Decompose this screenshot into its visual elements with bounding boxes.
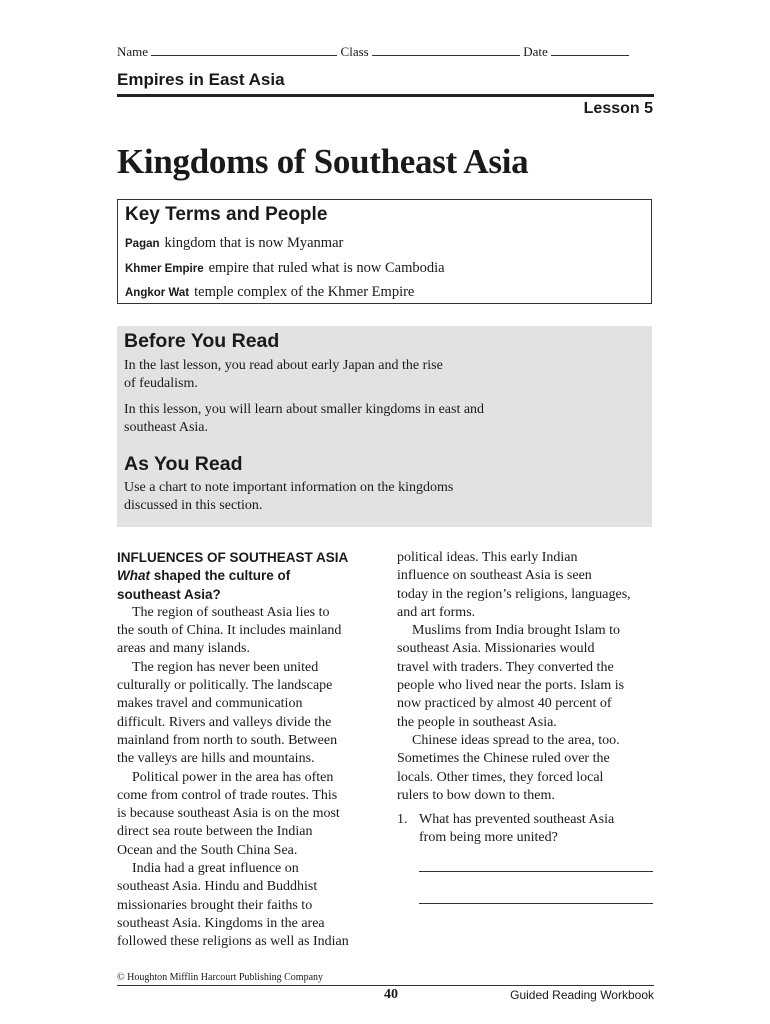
text-line: discussed in this section. — [124, 498, 263, 513]
text-line: Use a chart to note important information on the kingdoms — [124, 480, 454, 495]
text-line: political ideas. This early Indian — [397, 550, 578, 565]
before-you-read-text — [124, 357, 645, 393]
text-line: today in the region’s religions, languages, — [397, 586, 631, 602]
key-terms-box — [117, 199, 652, 304]
text-line: and art forms. — [397, 604, 476, 620]
chapter-title: Empires in East Asia — [117, 70, 285, 89]
section-title: INFLUENCES OF SOUTHEAST ASIA — [117, 550, 349, 565]
text-line: What has prevented southeast Asia — [419, 812, 615, 828]
text-line: the south of China. It includes mainland — [117, 623, 342, 639]
text-line: now practiced by almost 40 percent of — [397, 696, 612, 712]
text-line: Sometimes the Chinese ruled over the — [397, 751, 610, 767]
text-line: the people in southeast Asia. — [397, 714, 557, 730]
question-number: 1. — [397, 812, 408, 828]
question-text — [419, 811, 614, 848]
text-line: influence on southeast Asia is seen — [397, 568, 592, 584]
reading-guide-box — [117, 326, 652, 527]
text-line: come from control of trade routes. This — [117, 787, 338, 803]
text-line: southeast Asia. Hindu and Buddhist — [117, 879, 318, 895]
header-divider — [117, 94, 654, 97]
answer-line[interactable] — [419, 902, 653, 904]
body-paragraph — [397, 549, 655, 622]
text-line: In the last lesson, you read about early Japan and the rise — [124, 358, 443, 373]
key-term-definition: kingdom that is now Myanmar — [164, 235, 344, 251]
name-label: Name — [117, 44, 149, 59]
text-line: travel with traders. They converted the — [397, 659, 614, 675]
page-number: 40 — [384, 987, 398, 1002]
text-line: missionaries brought their faiths to — [117, 897, 313, 913]
text-line: In this lesson, you will learn about smaller kingdoms in east and — [124, 402, 485, 417]
text-line: from being more united? — [419, 830, 558, 846]
text-line: southeast Asia. Kingdoms in the area — [117, 915, 325, 931]
key-term: Angkor Wat — [125, 287, 190, 299]
page-title: Kingdoms of Southeast Asia — [117, 142, 529, 181]
left-column — [117, 549, 375, 952]
section-question-cont: southeast Asia? — [117, 586, 221, 602]
text-line: followed these religions as well as Indian — [117, 934, 349, 950]
text-line: rulers to bow down to them. — [397, 787, 555, 803]
text-line: The region has never been united — [132, 659, 319, 675]
text-line: southeast Asia. — [124, 420, 208, 435]
key-term-row — [125, 232, 644, 257]
text-line: India had a great influence on — [132, 861, 299, 877]
key-term-definition: temple complex of the Khmer Empire — [194, 284, 415, 300]
text-line: people who lived near the ports. Islam is — [397, 678, 625, 694]
text-line: The region of southeast Asia lies to — [132, 604, 330, 620]
as-you-read-heading: As You Read — [124, 453, 243, 475]
key-term: Khmer Empire — [125, 262, 204, 275]
text-line: direct sea route between the Indian — [117, 824, 313, 840]
text-line: southeast Asia. Missionaries would — [397, 641, 595, 657]
question-emphasis: What — [117, 568, 150, 584]
review-question — [397, 811, 655, 848]
text-line: is because southeast Asia is on the most — [117, 806, 340, 822]
body-paragraph — [397, 732, 655, 805]
date-field[interactable] — [551, 44, 629, 56]
text-line: Political power in the area has often — [132, 769, 334, 785]
body-paragraph — [117, 860, 375, 951]
text-line: Chinese ideas spread to the area, too. — [412, 732, 620, 748]
key-terms-heading: Key Terms and People — [125, 204, 328, 225]
text-line: makes travel and communication — [117, 696, 303, 712]
right-column — [397, 549, 655, 904]
workbook-title: Guided Reading Workbook — [510, 988, 654, 1002]
text-line: Ocean and the South China Sea. — [117, 842, 298, 858]
class-field[interactable] — [372, 44, 520, 56]
student-info-header — [117, 44, 657, 60]
body-paragraph — [117, 659, 375, 769]
key-term-row — [125, 281, 644, 306]
body-paragraph — [117, 769, 375, 860]
answer-line[interactable] — [419, 870, 653, 872]
text-line: shaped the culture of — [150, 568, 291, 584]
left-body-text — [117, 604, 375, 952]
text-line: culturally or politically. The landscape — [117, 678, 333, 694]
text-line: locals. Other times, they forced local — [397, 769, 604, 785]
lesson-label: Lesson 5 — [583, 100, 653, 117]
copyright: © Houghton Mifflin Harcourt Publishing Company — [117, 972, 324, 983]
as-you-read-text — [124, 479, 645, 515]
right-body-text — [397, 549, 655, 805]
text-line: Muslims from India brought Islam to — [412, 623, 621, 639]
date-label: Date — [523, 44, 548, 59]
name-field[interactable] — [151, 44, 337, 56]
body-paragraph — [117, 604, 375, 659]
body-paragraph — [397, 622, 655, 732]
text-line: the valleys are hills and mountains. — [117, 751, 315, 767]
key-term-definition: empire that ruled what is now Cambodia — [208, 259, 445, 276]
key-term: Pagan — [125, 238, 160, 250]
key-term-row — [125, 257, 644, 282]
text-line: areas and many islands. — [117, 641, 250, 657]
text-line: of feudalism. — [124, 376, 198, 391]
class-label: Class — [340, 44, 369, 59]
footer-divider — [117, 985, 654, 986]
before-you-read-text — [124, 401, 645, 437]
section-question — [117, 567, 375, 585]
text-line: mainland from north to south. Between — [117, 732, 338, 748]
text-line: difficult. Rivers and valleys divide the — [117, 714, 332, 730]
before-you-read-heading: Before You Read — [124, 330, 280, 352]
